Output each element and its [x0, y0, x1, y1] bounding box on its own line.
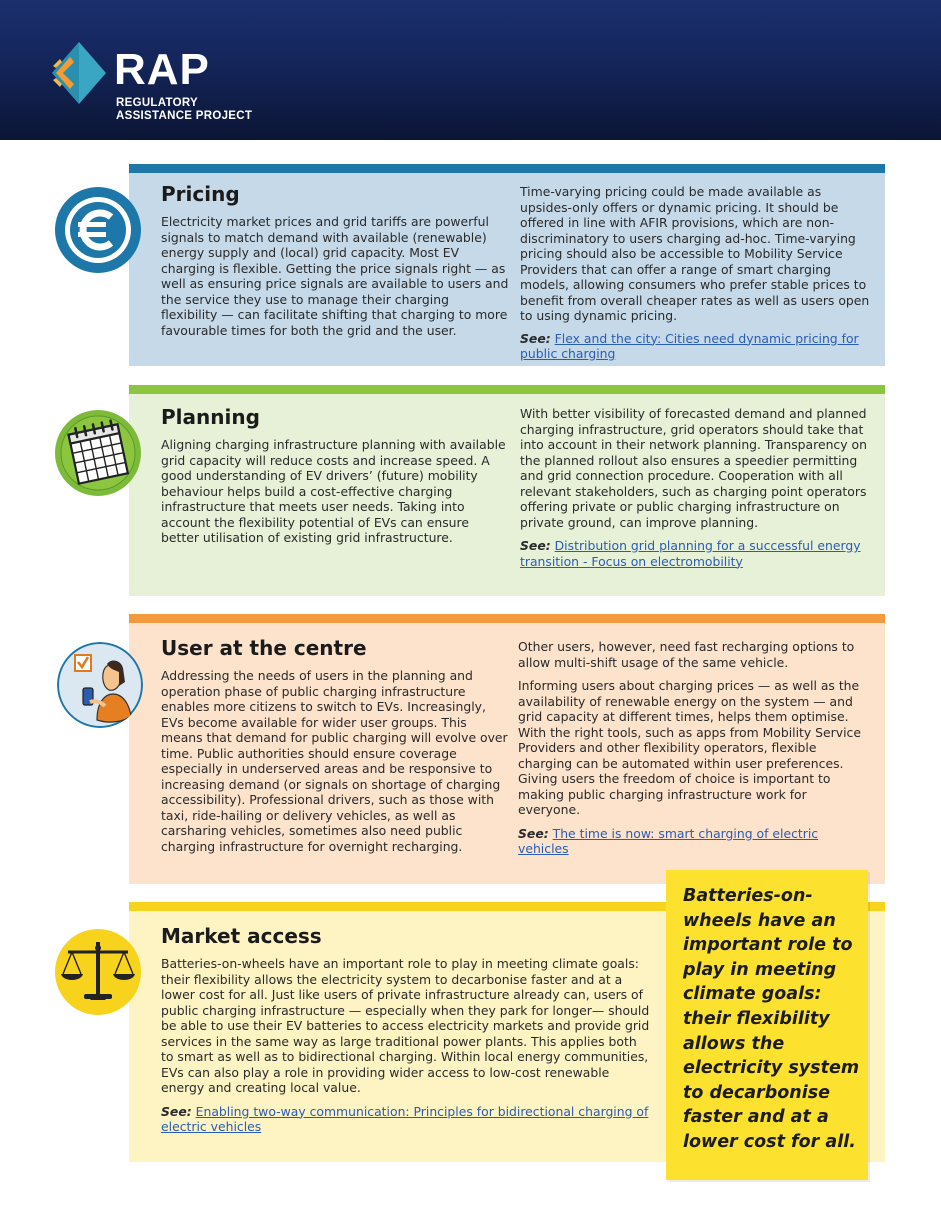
calendar-icon [54, 409, 142, 497]
user-bar [129, 614, 885, 623]
pricing-left-text [161, 214, 509, 346]
user-right-paragraph-2: Informing users about charging prices — as well as the availability of renewable energy on the system — and grid capacity at different times, helps them optimise. With the right tools, such as apps from Mobility Service Providers and other flexibility operators, flexible charging can be automated within user preferences. Giving users the freedom of choice is important to making public charging infrastructure work for everyone. [518, 678, 861, 817]
brand-subtitle-line2: ASSISTANCE PROJECT [116, 110, 253, 122]
brand-name: RAP [114, 45, 210, 94]
euro-icon [54, 186, 142, 274]
planning-right-paragraph: With better visibility of forecasted demand and planned charging infrastructure, grid operators should take that into account in their network planning. Transparency on the planned rollout also ensures a speedier permitting and grid connection procedure. Cooperation with all relevant stakeholders, such as charging point operators offering private or public charging infrastructure on private ground, can improve planning. [520, 406, 867, 530]
user-see-link[interactable]: The time is now: smart charging of electric vehicles [518, 825, 819, 856]
callout-text: Batteries-on-wheels have an important role to play in meeting climate goals: their flexibility allows the electricity system to decarbonise faster and at a lower cost for all. [683, 886, 860, 1152]
user-phone-icon [57, 642, 143, 728]
planning-see-label: See: [520, 538, 551, 553]
planning-section [129, 385, 885, 596]
scales-icon [54, 928, 142, 1016]
planning-left-text [161, 437, 509, 554]
market-see-link[interactable]: Enabling two-way communication: Principles for bidirectional charging of electric vehicles [161, 1103, 649, 1134]
user-left-paragraph: Addressing the needs of users in the planning and operation phase of public charging infrastructure enables more citizens to switch to EVs. Increasingly, EVs become available for wider user groups. This means that demand for public charging will evolve over time. Public authorities should ensure coverage especially in underserved areas and be responsive to increasing demand (or signals on shortage of charging accessibility). Professional drivers, such as those with taxi, ride-hailing or delivery vehicles, as well as carsharing vehicles, sometimes also need public charging infrastructure for overnight recharging. [161, 668, 508, 854]
market-title: Market access [161, 924, 322, 948]
pricing-right-paragraph: Time-varying pricing could be made available as upsides-only offers or dynamic pricing. It should be offered in line with AFIR provisions, which are non-discriminatory to users charging ad-hoc. Time-varying pricing should also be accessible to Mobility Service Providers that can offer a range of smart charging models, allowing consumers who prefer stable prices to benefit from overall cheaper rates as well as users open to using dynamic pricing. [520, 184, 870, 323]
brand-subtitle-line1: REGULATORY [116, 97, 199, 109]
callout-box [666, 870, 868, 1180]
planning-see [520, 538, 872, 569]
user-right-paragraph-1: Other users, however, need fast recharging options to allow multi-shift usage of the same vehicle. [518, 639, 855, 670]
planning-right-text [520, 406, 872, 577]
user-section [129, 614, 885, 884]
pricing-see-link[interactable]: Flex and the city: Cities need dynamic pricing for public charging [520, 330, 859, 361]
pricing-section [129, 164, 885, 366]
rap-logo-icon [50, 40, 108, 106]
pricing-right-text [520, 184, 872, 370]
user-title: User at the centre [161, 636, 367, 660]
market-see [161, 1104, 653, 1135]
pricing-bar [129, 164, 885, 173]
page-header [0, 0, 941, 140]
planning-bar [129, 385, 885, 394]
market-text [161, 956, 653, 1143]
user-see [518, 826, 872, 857]
market-paragraph: Batteries-on-wheels have an important role to play in meeting climate goals: their flexibility allows the electricity system to decarbonise faster and at a lower cost for all. Just like users of private infrastructure already can, users of public charging infrastructure — especially when they park for longer— should be able to use their EV batteries to access electricity markets and provide grid services in the same way as large traditional power plants. This applies both to smart as well as to bidirectional charging. Within local energy communities, EVs can also play a role in providing wider access to low-cost renewable energy and creating local value. [161, 956, 650, 1095]
user-see-label: See: [518, 825, 549, 841]
market-see-label: See: [161, 1103, 192, 1119]
pricing-title: Pricing [161, 182, 240, 206]
user-left-text [161, 668, 509, 862]
planning-left-paragraph: Aligning charging infrastructure planning with available grid capacity will reduce costs and increase speed. A good understanding of EV drivers’ (future) mobility behaviour helps build a cost-effective charging infrastructure that meets user needs. Taking into account the flexibility potential of EVs can ensure better utilisation of existing grid infrastructure. [161, 437, 506, 545]
pricing-see-label: See: [520, 330, 551, 346]
pricing-left-paragraph: Electricity market prices and grid tariffs are powerful signals to match demand with available (renewable) energy supply and (local) grid capacity. Most EV charging is flexible. Getting the price signals right — as well as ensuring price signals are available to users and the service they use to manage their charging flexibility — can facilitate shifting that charging to more favourable times for both the grid and the user. [161, 214, 509, 338]
user-right-text [518, 639, 872, 865]
planning-title: Planning [161, 405, 260, 429]
pricing-see [520, 331, 872, 362]
planning-see-link[interactable]: Distribution grid planning for a successful energy transition - Focus on electromobility [520, 538, 861, 569]
brand-subtitle [116, 97, 252, 123]
